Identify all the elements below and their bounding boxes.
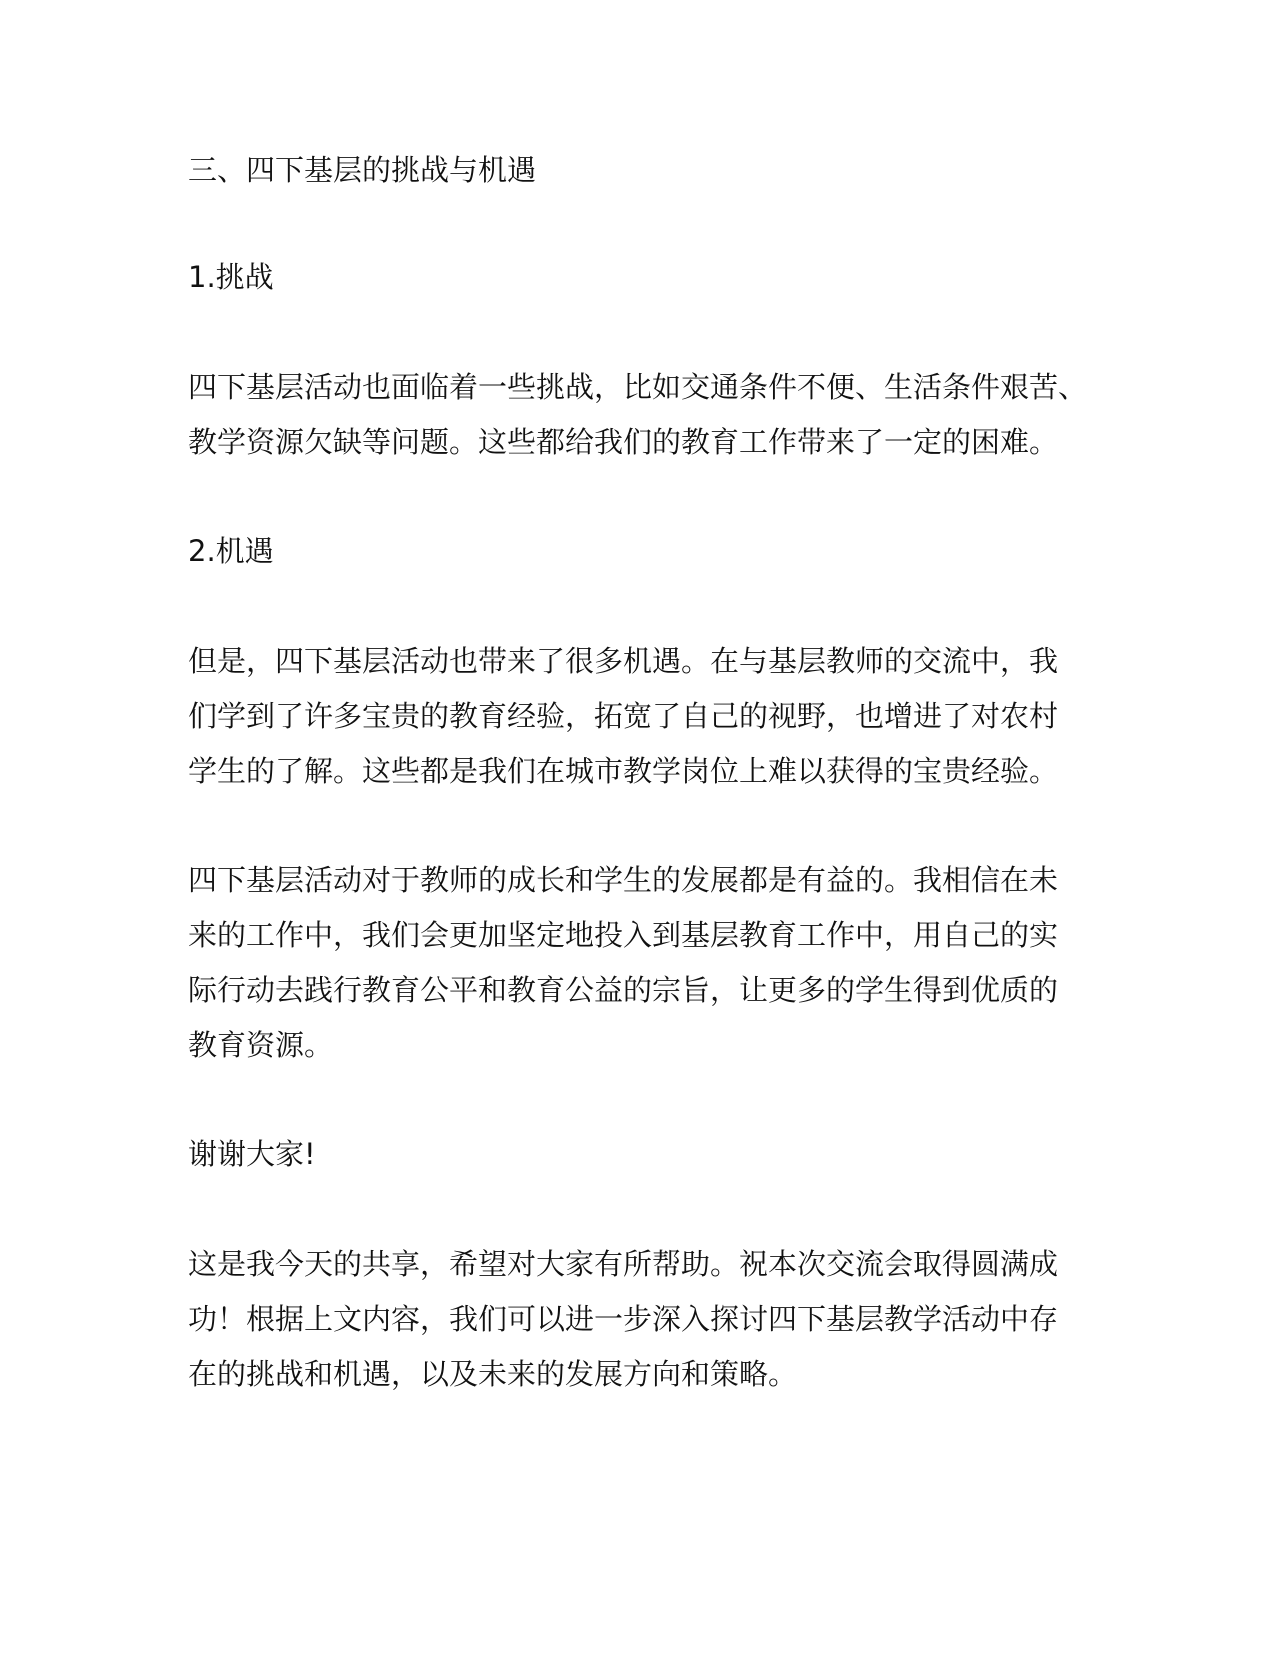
paragraph-conclusion-line: 教育资源。 [188, 1028, 334, 1062]
paragraph-challenge-line: 四下基层活动也面临着一些挑战，比如交通条件不便、生活条件艰苦、 [188, 370, 1088, 404]
sub-heading-challenge: 1.挑战 [188, 260, 274, 294]
paragraph-closing-line: 功！根据上文内容，我们可以进一步深入探讨四下基层教学活动中存 [188, 1302, 1059, 1336]
paragraph-opportunity-line: 但是，四下基层活动也带来了很多机遇。在与基层教师的交流中，我 [188, 644, 1059, 678]
paragraph-opportunity-line: 们学到了许多宝贵的教育经验，拓宽了自己的视野，也增进了对农村 [188, 699, 1059, 733]
sub-heading-opportunity: 2.机遇 [188, 534, 274, 568]
paragraph-conclusion-line: 四下基层活动对于教师的成长和学生的发展都是有益的。我相信在未 [188, 863, 1059, 897]
paragraph-conclusion-line: 来的工作中，我们会更加坚定地投入到基层教育工作中，用自己的实 [188, 918, 1059, 952]
paragraph-opportunity-line: 学生的了解。这些都是我们在城市教学岗位上难以获得的宝贵经验。 [188, 754, 1059, 788]
paragraph-closing-line: 在的挑战和机遇，以及未来的发展方向和策略。 [188, 1357, 798, 1391]
paragraph-closing-line: 这是我今天的共享，希望对大家有所帮助。祝本次交流会取得圆满成 [188, 1247, 1059, 1281]
paragraph-challenge-line: 教学资源欠缺等问题。这些都给我们的教育工作带来了一定的困难。 [188, 425, 1059, 459]
section-heading: 三、四下基层的挑战与机遇 [188, 153, 537, 187]
paragraph-conclusion-line: 际行动去践行教育公平和教育公益的宗旨，让更多的学生得到优质的 [188, 973, 1059, 1007]
thanks-line: 谢谢大家! [188, 1137, 316, 1171]
